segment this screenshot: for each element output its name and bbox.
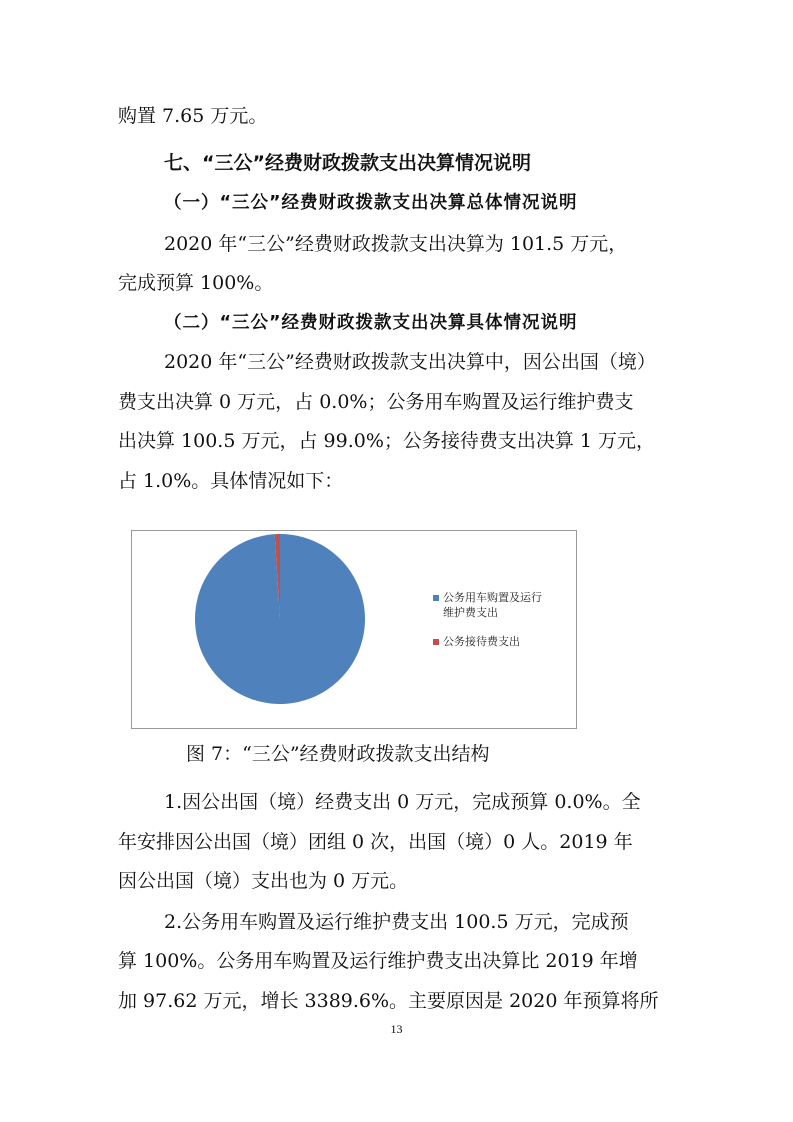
paragraph-2-line-1: 2020 年“三公”经费财政拨款支出决算中，因公出国（境）: [164, 351, 656, 373]
pie-chart-svg: [132, 531, 576, 728]
subsection-title-2: （二）“三公”经费财政拨款支出决算具体情况说明: [164, 313, 578, 333]
legend-label-2-1: 公务接待费支出: [443, 635, 520, 648]
paragraph-2-line-3: 出决算 100.5 万元，占 99.0%；公务接待费支出决算 1 万元，: [118, 430, 656, 452]
paragraph-4-line-2: 算 100%。公务用车购置及运行维护费支出决算比 2019 年增: [118, 950, 638, 972]
paragraph-2-line-4: 占 1.0%。具体情况如下：: [118, 470, 344, 492]
paragraph-3-line-2: 年安排因公出国（境）团组 0 次，出国（境）0 人。2019 年: [118, 831, 633, 853]
legend-label-1-1: 公务用车购置及运行: [443, 591, 542, 604]
paragraph-4-line-1: 2.公务用车购置及运行维护费支出 100.5 万元，完成预: [164, 911, 629, 933]
legend-swatch-1: [433, 595, 439, 601]
paragraph-4-line-3: 加 97.62 万元，增长 3389.6%。主要原因是 2020 年预算将所: [118, 990, 659, 1012]
page-number: 13: [390, 1022, 403, 1036]
text-line-1: 购置 7.65 万元。: [118, 105, 268, 127]
section-title: 七、“三公”经费财政拨款支出决算情况说明: [164, 152, 531, 174]
figure-caption: 图 7：“三公”经费财政拨款支出结构: [186, 743, 490, 765]
paragraph-2-line-2: 费支出决算 0 万元，占 0.0%；公务用车购置及运行维护费支: [118, 391, 634, 413]
legend-swatch-2: [433, 639, 439, 645]
paragraph-3-line-3: 因公出国（境）支出也为 0 万元。: [118, 870, 409, 892]
pie-chart: [131, 530, 577, 729]
paragraph-3-line-1: 1.因公出国（境）经费支出 0 万元，完成预算 0.0%。全: [164, 791, 641, 813]
subsection-title-1: （一）“三公”经费财政拨款支出决算总体情况说明: [164, 193, 578, 213]
paragraph-1-line-1: 2020 年“三公”经费财政拨款支出决算为 101.5 万元，: [164, 233, 628, 255]
legend-label-1-2: 维护费支出: [443, 606, 498, 619]
paragraph-1-line-2: 完成预算 100%。: [118, 272, 274, 294]
